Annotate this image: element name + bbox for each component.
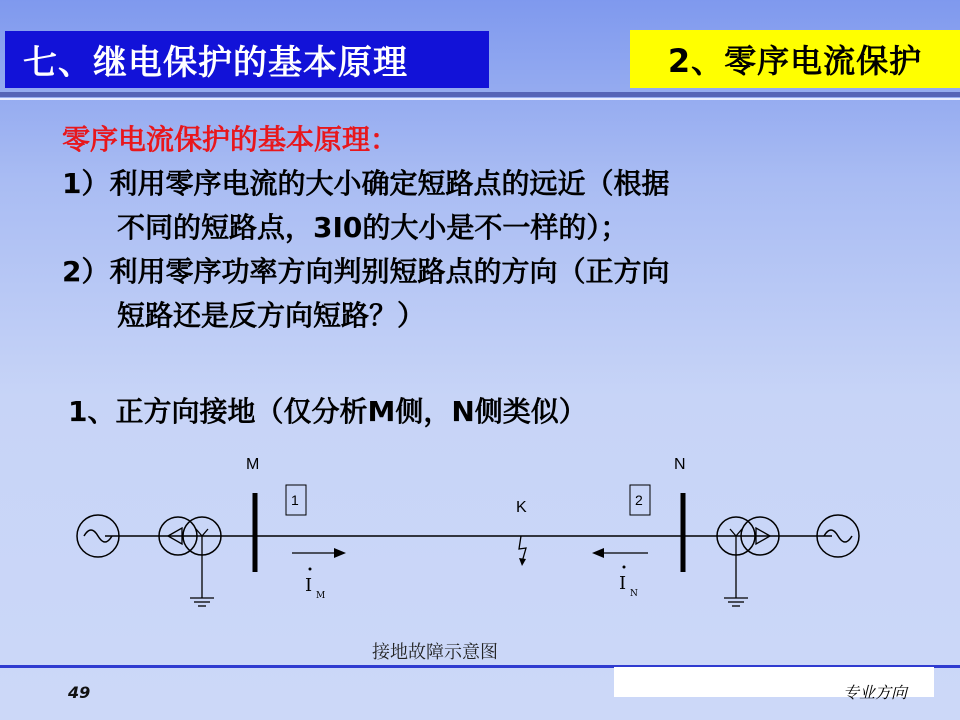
- page-number: 49: [68, 683, 91, 702]
- current-m-label: I: [305, 575, 313, 596]
- current-m-arrow: [292, 548, 346, 558]
- right-ground-icon: [724, 548, 748, 606]
- current-m-dot: [309, 568, 312, 571]
- point-2-line-2: 短路还是反方向短路？）: [117, 299, 426, 332]
- diagram-caption: 接地故障示意图: [372, 642, 498, 663]
- section-title: 七、继电保护的基本原理: [5, 31, 489, 88]
- left-ground-icon: [190, 548, 214, 606]
- footer-label: 专业方向: [843, 683, 908, 702]
- point-1-line-1: 1）利用零序电流的大小确定短路点的远近（根据: [62, 167, 670, 200]
- header-divider-highlight: [0, 98, 960, 100]
- subsection-title: 1、正方向接地（仅分析M侧，N侧类似）: [68, 395, 587, 428]
- header-divider: [0, 92, 960, 97]
- current-n-subscript: N: [630, 589, 638, 599]
- principle-heading: 零序电流保护的基本原理：: [62, 123, 399, 156]
- point-1-line-2: 不同的短路点，3I0的大小是不一样的）；: [117, 211, 629, 244]
- current-n-label: I: [619, 573, 627, 594]
- point-2-line-1: 2）利用零序功率方向判别短路点的方向（正方向: [62, 255, 670, 288]
- principle-text-block: [62, 118, 942, 338]
- bus-m-label: M: [246, 456, 260, 473]
- bus-n-label: N: [674, 456, 686, 473]
- fault-label: K: [516, 499, 527, 516]
- relay-2-label: 2: [635, 492, 643, 508]
- current-n-arrow: [592, 548, 648, 558]
- fault-lightning-icon: [519, 536, 526, 566]
- current-n-dot: [623, 566, 626, 569]
- relay-1-label: 1: [291, 492, 299, 508]
- topic-title: 2、零序电流保护: [630, 30, 960, 88]
- current-m-subscript: M: [316, 591, 326, 601]
- ground-fault-diagram: [0, 440, 960, 670]
